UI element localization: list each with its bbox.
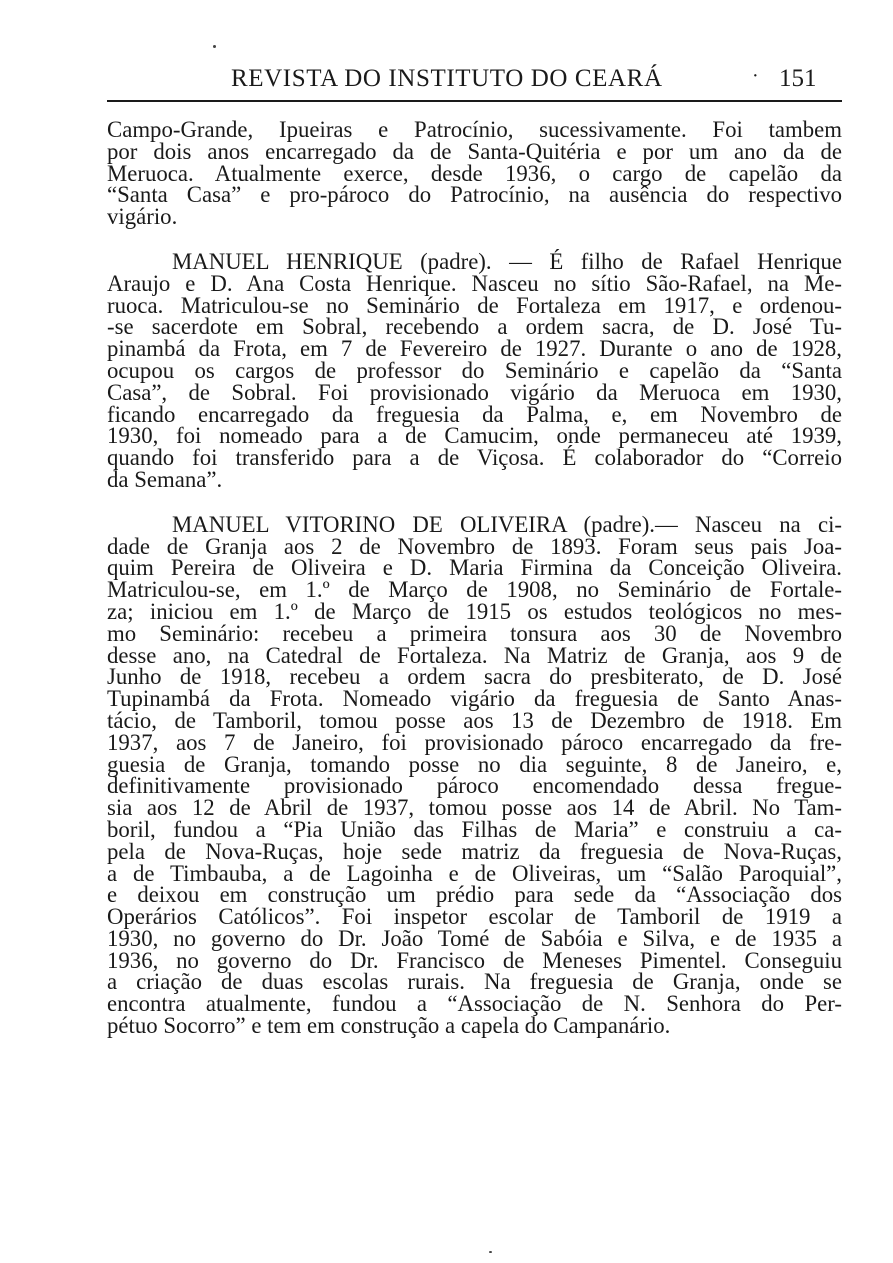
- text-line: 1936, no governo do Dr. Francisco de Meneses Pimentel. Conseguiu: [107, 947, 842, 973]
- running-title: REVISTA DO INSTITUTO DO CEARÁ: [231, 65, 663, 92]
- entry-manuel-henrique: [107, 248, 842, 492]
- text-line: mo Seminário: recebeu a primeira tonsura aos 30 de Novembro: [107, 620, 842, 646]
- text-line: Matriculou-se, em 1.º de Março de 1908, no Seminário de Fortale-: [107, 577, 842, 603]
- text-line: Casa”, de Sobral. Foi provisionado vigário da Meruoca em 1930,: [107, 379, 842, 405]
- text-line: za; iniciou em 1.º de Março de 1915 os estudos teológicos no mes-: [107, 598, 842, 624]
- paragraph-continuation: [107, 119, 842, 228]
- text-line: ocupou os cargos de professor do Seminário e capelão da “Santa: [107, 357, 842, 383]
- text-line: dade de Granja aos 2 de Novembro de 1893. Foram seus pais Joa-: [107, 533, 842, 559]
- text-line: Campo-Grande, Ipueiras e Patrocínio, sucessivamente. Foi tambem: [107, 117, 842, 142]
- body-text: [107, 119, 842, 1037]
- print-speck: [489, 1251, 492, 1253]
- text-line: a de Timbauba, a de Lagoinha e de Oliveiras, um “Salão Paroquial”,: [107, 860, 842, 886]
- text-line: 1930, no governo do Dr. João Tomé de Sabóia e Silva, e de 1935 a: [107, 925, 842, 951]
- paragraph-gap: [107, 491, 842, 514]
- text-line: vigário.: [107, 204, 178, 230]
- text-line: quando foi transferido para a de Viçosa. É colaborador do “Correio: [107, 445, 842, 471]
- text-line: Araujo e D. Ana Costa Henrique. Nasceu no sítio São-Rafael, na Me-: [107, 270, 842, 296]
- text-line: pela de Nova-Ruças, hoje sede matriz da freguesia de Nova-Ruças,: [107, 838, 842, 864]
- text-line: -se sacerdote em Sobral, recebendo a ordem sacra, de D. José Tu-: [107, 314, 842, 340]
- text-line: sia aos 12 de Abril de 1937, tomou posse aos 14 de Abril. No Tam-: [107, 795, 842, 821]
- text-line: encontra atualmente, fundou a “Associação de N. Senhora do Per-: [107, 991, 842, 1017]
- text-line: Meruoca. Atualmente exerce, desde 1936, o cargo de capelão da: [107, 160, 842, 186]
- page-number: 151: [779, 65, 817, 92]
- page-header: [107, 60, 842, 102]
- paragraph-gap: [107, 228, 842, 251]
- text-line: 1937, aos 7 de Janeiro, foi provisionado pároco encarregado da fre-: [107, 729, 842, 755]
- text-line: 1930, foi nomeado para a de Camucim, onde permaneceu até 1939,: [107, 423, 842, 449]
- text-line: por dois anos encarregado da de Santa-Quitéria e por um ano da de: [107, 138, 842, 164]
- text-line: e deixou em construção um prédio para sede da “Associação dos: [107, 882, 842, 908]
- print-speck: [213, 45, 216, 48]
- text-line: pétuo Socorro” e tem em construção a capela do Campanário.: [107, 1013, 671, 1039]
- text-line: “Santa Casa” e pro-pároco do Patrocínio, na ausência do respectivo: [107, 182, 842, 208]
- entry-heading-line: MANUEL HENRIQUE (padre). — É filho de Rafael Henrique: [172, 248, 842, 274]
- text-line: pinambá da Frota, em 7 de Fevereiro de 1927. Durante o ano de 1928,: [107, 336, 842, 362]
- text-line: tácio, de Tamboril, tomou posse aos 13 de Dezembro de 1918. Em: [107, 707, 842, 733]
- text-line: ficando encarregado da freguesia da Palma, e, em Novembro de: [107, 401, 842, 427]
- entry-manuel-vitorino: [107, 511, 842, 1039]
- text-line: definitivamente provisionado pároco encomendado dessa fregue-: [107, 773, 842, 799]
- text-line: Operários Católicos”. Foi inspetor escolar de Tamboril de 1919 a: [107, 904, 842, 930]
- text-line: guesia de Granja, tomando posse no dia seguinte, 8 de Janeiro, e,: [107, 751, 842, 777]
- header-mark: ·: [752, 65, 759, 87]
- text-line: Tupinambá da Frota. Nomeado vigário da freguesia de Santo Anas-: [107, 686, 842, 712]
- text-line: quim Pereira de Oliveira e D. Maria Firmina da Conceição Oliveira.: [107, 555, 842, 581]
- entry-heading-line: MANUEL VITORINO DE OLIVEIRA (padre).— Nasceu na ci-: [172, 511, 842, 537]
- text-line: boril, fundou a “Pia União das Filhas de Maria” e construiu a ca-: [107, 816, 842, 842]
- text-line: desse ano, na Catedral de Fortaleza. Na Matriz de Granja, aos 9 de: [107, 642, 842, 668]
- text-line: Junho de 1918, recebeu a ordem sacra do presbiterato, de D. José: [107, 664, 842, 690]
- text-line: ruoca. Matriculou-se no Seminário de Fortaleza em 1917, e ordenou-: [107, 292, 842, 318]
- text-line: da Semana”.: [107, 466, 223, 492]
- text-line: a criação de duas escolas rurais. Na freguesia de Granja, onde se: [107, 969, 842, 995]
